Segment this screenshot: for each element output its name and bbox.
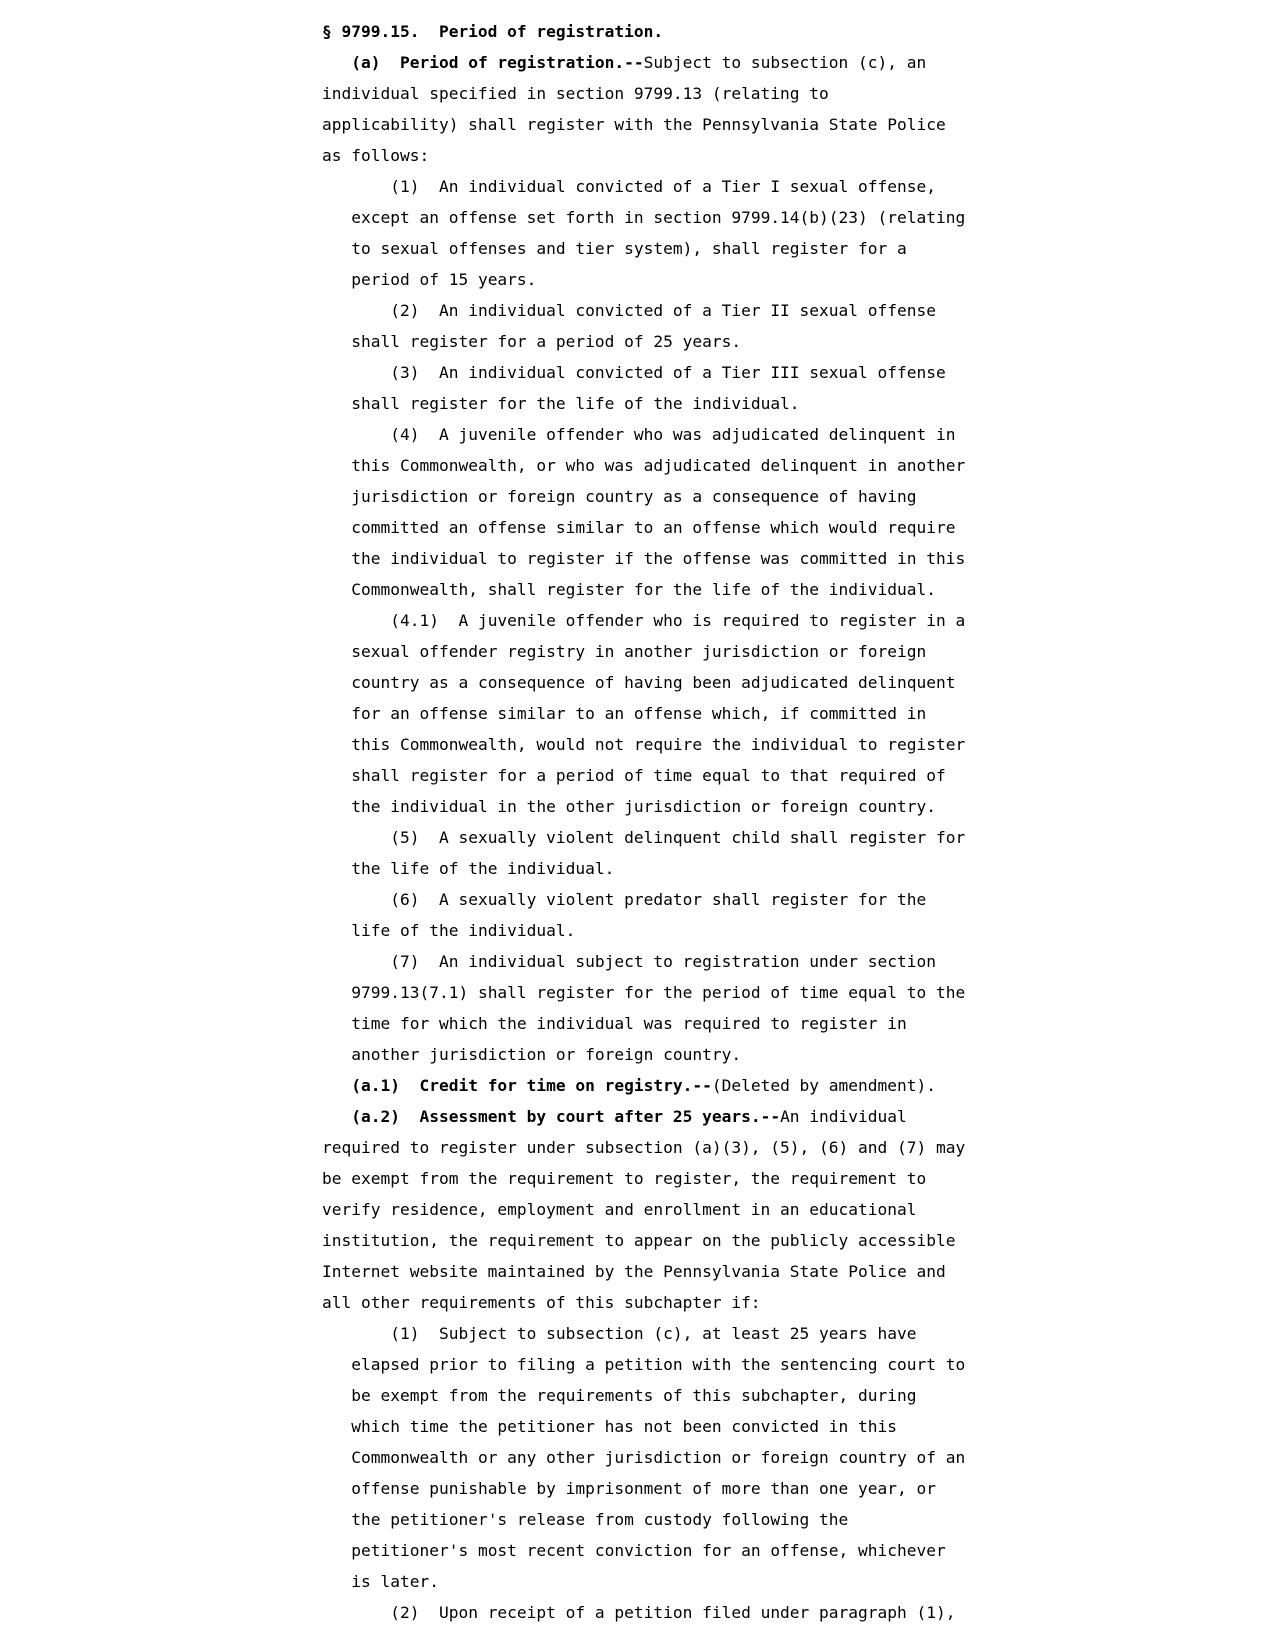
subsection-a2-line: (a.2) Assessment by court after 25 years.--An individual [351,1106,907,1126]
section-heading: § 9799.15. Period of registration. [322,21,664,41]
para-a41-line: (4.1) A juvenile offender who is required to register in a [390,610,966,630]
para-a5-line: the life of the individual. [351,858,615,878]
para-a41-line: shall register for a period of time equal to that required of [351,765,946,785]
para-a2-1-line: which time the petitioner has not been convicted in this [351,1416,898,1436]
para-a2-1-line: is later. [351,1571,439,1591]
para-a4-line: Commonwealth, shall register for the life of the individual. [351,579,936,599]
para-a41-line: the individual in the other jurisdiction or foreign country. [351,796,936,816]
para-a4-line: committed an offense similar to an offense which would require [351,517,956,537]
para-a6-line: (6) A sexually violent predator shall register for the [390,889,927,909]
subsection-a2-line: be exempt from the requirement to register, the requirement to [322,1168,927,1188]
para-a1-line: to sexual offenses and tier system), shall register for a [351,238,907,258]
para-a41-line: sexual offender registry in another jurisdiction or foreign [351,641,927,661]
subsection-a-line: individual specified in section 9799.13 (relating to [322,83,829,103]
para-a2-1-line: Commonwealth or any other jurisdiction or foreign country of an [351,1447,966,1467]
subsection-a2-line: verify residence, employment and enrollment in an educational [322,1199,917,1219]
subsection-a1-label: (a.1) Credit for time on registry.-- [351,1075,712,1095]
statute-document [322,8,1022,1636]
para-a2-line: (2) An individual convicted of a Tier II sexual offense [390,300,936,320]
para-a4-line: (4) A juvenile offender who was adjudicated delinquent in [390,424,956,444]
para-a7-line: 9799.13(7.1) shall register for the period of time equal to the [351,982,966,1002]
para-a2-1-line: be exempt from the requirements of this subchapter, during [351,1385,917,1405]
subsection-a2-line: Internet website maintained by the Pennsylvania State Police and [322,1261,946,1281]
para-a2-1-line: the petitioner's release from custody following the [351,1509,849,1529]
para-a7-line: (7) An individual subject to registration under section [390,951,936,971]
subsection-a1-line: (a.1) Credit for time on registry.--(Deleted by amendment). [351,1075,936,1095]
para-a4-line: this Commonwealth, or who was adjudicated delinquent in another [351,455,966,475]
para-a3-line: shall register for the life of the individual. [351,393,800,413]
subsection-a2-line: institution, the requirement to appear on the publicly accessible [322,1230,956,1250]
subsection-a2-line: required to register under subsection (a)(3), (5), (6) and (7) may [322,1137,966,1157]
subsection-a-line: as follows: [322,145,430,165]
para-a2-1-line: petitioner's most recent conviction for an offense, whichever [351,1540,946,1560]
para-a1-line: period of 15 years. [351,269,537,289]
subsection-a2-label: (a.2) Assessment by court after 25 years.-- [351,1106,781,1126]
para-a4-line: the individual to register if the offense was committed in this [351,548,966,568]
para-a2-1-line: offense punishable by imprisonment of more than one year, or [351,1478,936,1498]
subsection-a2-line: all other requirements of this subchapter if: [322,1292,761,1312]
subsection-a-line: applicability) shall register with the Pennsylvania State Police [322,114,946,134]
para-a5-line: (5) A sexually violent delinquent child shall register for [390,827,966,847]
para-a6-line: life of the individual. [351,920,576,940]
para-a41-line: for an offense similar to an offense which, if committed in [351,703,927,723]
subsection-a-line: (a) Period of registration.--Subject to subsection (c), an [351,52,927,72]
para-a1-line: except an offense set forth in section 9799.14(b)(23) (relating [351,207,966,227]
para-a3-line: (3) An individual convicted of a Tier III sexual offense [390,362,946,382]
para-a7-line: time for which the individual was required to register in [351,1013,907,1033]
para-a1-line: (1) An individual convicted of a Tier I sexual offense, [390,176,936,196]
para-a2-2-line: (2) Upon receipt of a petition filed under paragraph (1), [390,1602,956,1622]
subsection-a-label: (a) Period of registration.-- [351,52,644,72]
para-a2-1-line: (1) Subject to subsection (c), at least 25 years have [390,1323,917,1343]
para-a2-line: shall register for a period of 25 years. [351,331,742,351]
para-a7-line: another jurisdiction or foreign country. [351,1044,742,1064]
para-a2-1-line: elapsed prior to filing a petition with the sentencing court to [351,1354,966,1374]
para-a41-line: this Commonwealth, would not require the individual to register [351,734,966,754]
para-a4-line: jurisdiction or foreign country as a consequence of having [351,486,917,506]
para-a41-line: country as a consequence of having been adjudicated delinquent [351,672,956,692]
